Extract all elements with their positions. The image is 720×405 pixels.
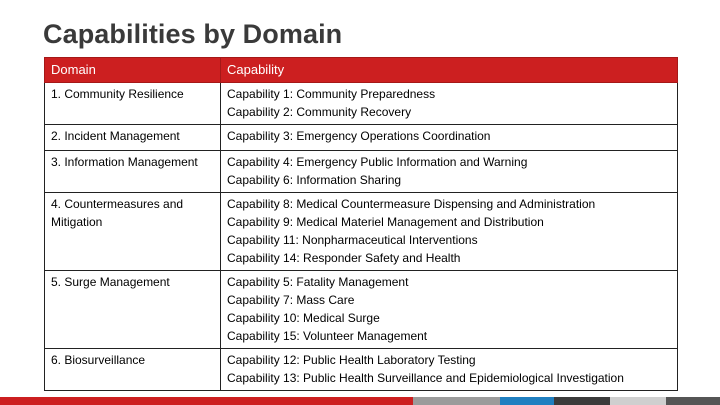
footer-segment-gray <box>413 397 500 405</box>
table-row <box>45 151 678 193</box>
capability-item: Capability 5: Fatality Management <box>227 275 409 289</box>
capability-item: Capability 12: Public Health Laboratory Testing <box>227 353 476 367</box>
capability-item: Capability 1: Community Preparedness <box>227 87 436 101</box>
domain-cell: 5. Surge Management <box>45 271 221 349</box>
capability-cell <box>221 151 678 193</box>
footer-segment-dark <box>554 397 610 405</box>
capability-cell <box>221 349 678 391</box>
table-row <box>45 83 678 125</box>
slide-title: Capabilities by Domain <box>43 19 343 49</box>
capability-item: Capability 8: Medical Countermeasure Dispensing and Administration <box>227 197 596 211</box>
table-row <box>45 193 678 271</box>
capability-item: Capability 13: Public Health Surveillance and Epidemiological Investigation <box>227 371 624 385</box>
capability-item: Capability 2: Community Recovery <box>227 105 412 119</box>
capabilities-table <box>44 57 678 391</box>
capability-cell <box>221 271 678 349</box>
capability-item: Capability 15: Volunteer Management <box>227 329 428 343</box>
capability-cell <box>221 83 678 125</box>
capability-item: Capability 14: Responder Safety and Health <box>227 251 461 265</box>
footer-segment-charcoal <box>666 397 720 405</box>
domain-cell: 3. Information Management <box>45 151 221 193</box>
footer-segment-light <box>610 397 666 405</box>
capability-item: Capability 3: Emergency Operations Coordination <box>227 129 491 143</box>
column-header-capability: Capability <box>221 58 678 83</box>
domain-cell: 6. Biosurveillance <box>45 349 221 391</box>
table-row <box>45 125 678 151</box>
table-row <box>45 271 678 349</box>
domain-cell: 2. Incident Management <box>45 125 221 151</box>
table-header-row <box>45 58 678 83</box>
domain-cell: 1. Community Resilience <box>45 83 221 125</box>
capability-item: Capability 6: Information Sharing <box>227 173 402 187</box>
table-row <box>45 349 678 391</box>
footer-segment-blue <box>500 397 554 405</box>
capability-cell <box>221 125 678 151</box>
capability-cell <box>221 193 678 271</box>
capability-item: Capability 10: Medical Surge <box>227 311 380 325</box>
capability-item: Capability 9: Medical Materiel Management and Distribution <box>227 215 544 229</box>
capability-item: Capability 7: Mass Care <box>227 293 355 307</box>
column-header-domain: Domain <box>45 58 221 83</box>
capability-item: Capability 11: Nonpharmaceutical Interventions <box>227 233 478 247</box>
domain-cell: 4. Countermeasures and Mitigation <box>45 193 221 271</box>
capability-item: Capability 4: Emergency Public Information and Warning <box>227 155 528 169</box>
footer-segment-red <box>0 397 413 405</box>
footer-color-bar <box>0 397 720 405</box>
